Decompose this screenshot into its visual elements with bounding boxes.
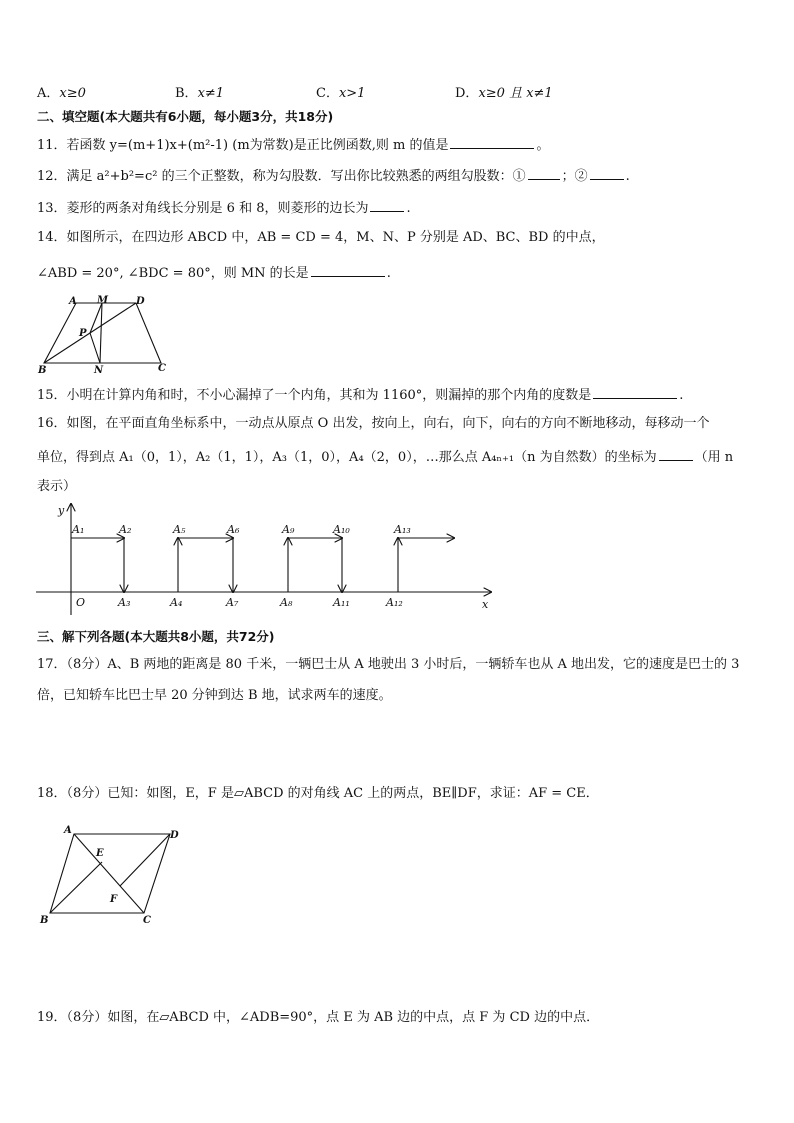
answer-blank[interactable]: [370, 198, 404, 212]
label-p: P: [79, 328, 87, 339]
option-c: C．x>1: [316, 86, 366, 101]
label-a: A: [69, 296, 77, 307]
answer-blank[interactable]: [593, 385, 677, 399]
parallelogram-figure: [36, 822, 186, 927]
question-14-line2: ∠ABD = 20°, ∠BDC = 80°，则 MN 的长是 .: [37, 263, 391, 283]
section-2-heading: 二、填空题(本大题共有6小题，每小题3分，共18分): [37, 109, 334, 124]
question-14-line1: 14．如图所示，在四边形 ABCD 中，AB = CD = 4，M、N、P 分别是 AD、BC、BD 的中点，: [37, 230, 605, 245]
label-a3: A₃: [118, 596, 131, 609]
label-a8: A₈: [280, 596, 293, 609]
question-11: 11．若函数 y=(m+1)x+(m²-1) (m为常数)是正比例函数,则 m 的值是 。: [37, 135, 549, 155]
label-a13: A₁₃: [394, 523, 411, 536]
label-a2: A₂: [119, 523, 132, 536]
question-17-line1: 17．（8分）A、B 两地的距离是 80 千米，一辆巴士从 A 地驶出 3 小时后，一辆轿车也从 A 地出发，它的速度是巴士的 3: [37, 657, 740, 672]
label-a10: A₁₀: [333, 523, 350, 536]
coordinate-path-figure: [36, 500, 506, 615]
question-16-line1: 16．如图，在平面直角坐标系中，一动点从原点 O 出发，按向上，向右，向下，向右的方向不断地移动，每移动一个: [37, 416, 710, 431]
label-d: D: [170, 830, 179, 841]
label-c: C: [143, 915, 151, 926]
option-a: A．x≥0: [37, 86, 86, 101]
y-axis-label: y: [58, 504, 65, 517]
label-m: M: [97, 295, 109, 306]
question-19: 19．（8分）如图，在▱ABCD 中，∠ADB=90°，点 E 为 AB 边的中点，点 F 为 CD 边的中点．: [37, 1010, 600, 1025]
question-12: 12．满足 a²+b²=c² 的三个正整数，称为勾股数．写出你比较熟悉的两组勾股数：① ；② .: [37, 166, 630, 186]
label-a11: A₁₁: [333, 596, 350, 609]
label-a6: A₆: [227, 523, 240, 536]
section-3-heading: 三、解下列各题(本大题共8小题，共72分): [37, 629, 275, 644]
label-d: D: [136, 296, 145, 307]
label-a: A: [64, 825, 72, 836]
label-a1: A₁: [72, 523, 85, 536]
answer-blank[interactable]: [528, 166, 560, 180]
quadrilateral-figure: [36, 294, 176, 374]
question-16-line3: 表示）: [37, 479, 77, 494]
question-15: 15．小明在计算内角和时，不小心漏掉了一个内角，其和为 1160°，则漏掉的那个内角的度数是 .: [37, 385, 683, 405]
question-18: 18．（8分）已知：如图，E，F 是▱ABCD 的对角线 AC 上的两点，BE∥DF，求证：AF = CE．: [37, 786, 599, 801]
label-b: B: [40, 915, 49, 926]
answer-blank[interactable]: [659, 447, 693, 461]
label-f: F: [110, 894, 118, 905]
option-d: D．x≥0 且 x≠1: [455, 86, 553, 101]
label-n: N: [94, 365, 104, 374]
option-b: B．x≠1: [175, 86, 225, 101]
question-17-line2: 倍，已知轿车比巴士早 20 分钟到达 B 地，试求两车的速度。: [37, 688, 392, 703]
label-a4: A₄: [170, 596, 183, 609]
label-c: C: [158, 363, 166, 374]
label-a12: A₁₂: [386, 596, 403, 609]
x-axis-label: x: [482, 598, 489, 611]
answer-blank[interactable]: [590, 166, 624, 180]
label-a9: A₉: [282, 523, 295, 536]
question-13: 13．菱形的两条对角线长分别是 6 和 8，则菱形的边长为 .: [37, 198, 411, 218]
label-e: E: [96, 848, 104, 859]
origin-label: O: [76, 596, 86, 609]
answer-blank[interactable]: [450, 135, 534, 149]
answer-blank[interactable]: [311, 263, 385, 277]
label-a5: A₅: [173, 523, 186, 536]
label-b: B: [38, 365, 47, 374]
label-a7: A₇: [226, 596, 239, 609]
question-16-line2: 单位，得到点 A₁（0，1），A₂（1，1），A₃（1，0），A₄（2，0），…那么点 A₄ₙ₊₁（n 为自然数）的坐标为 （用 n: [37, 447, 733, 467]
